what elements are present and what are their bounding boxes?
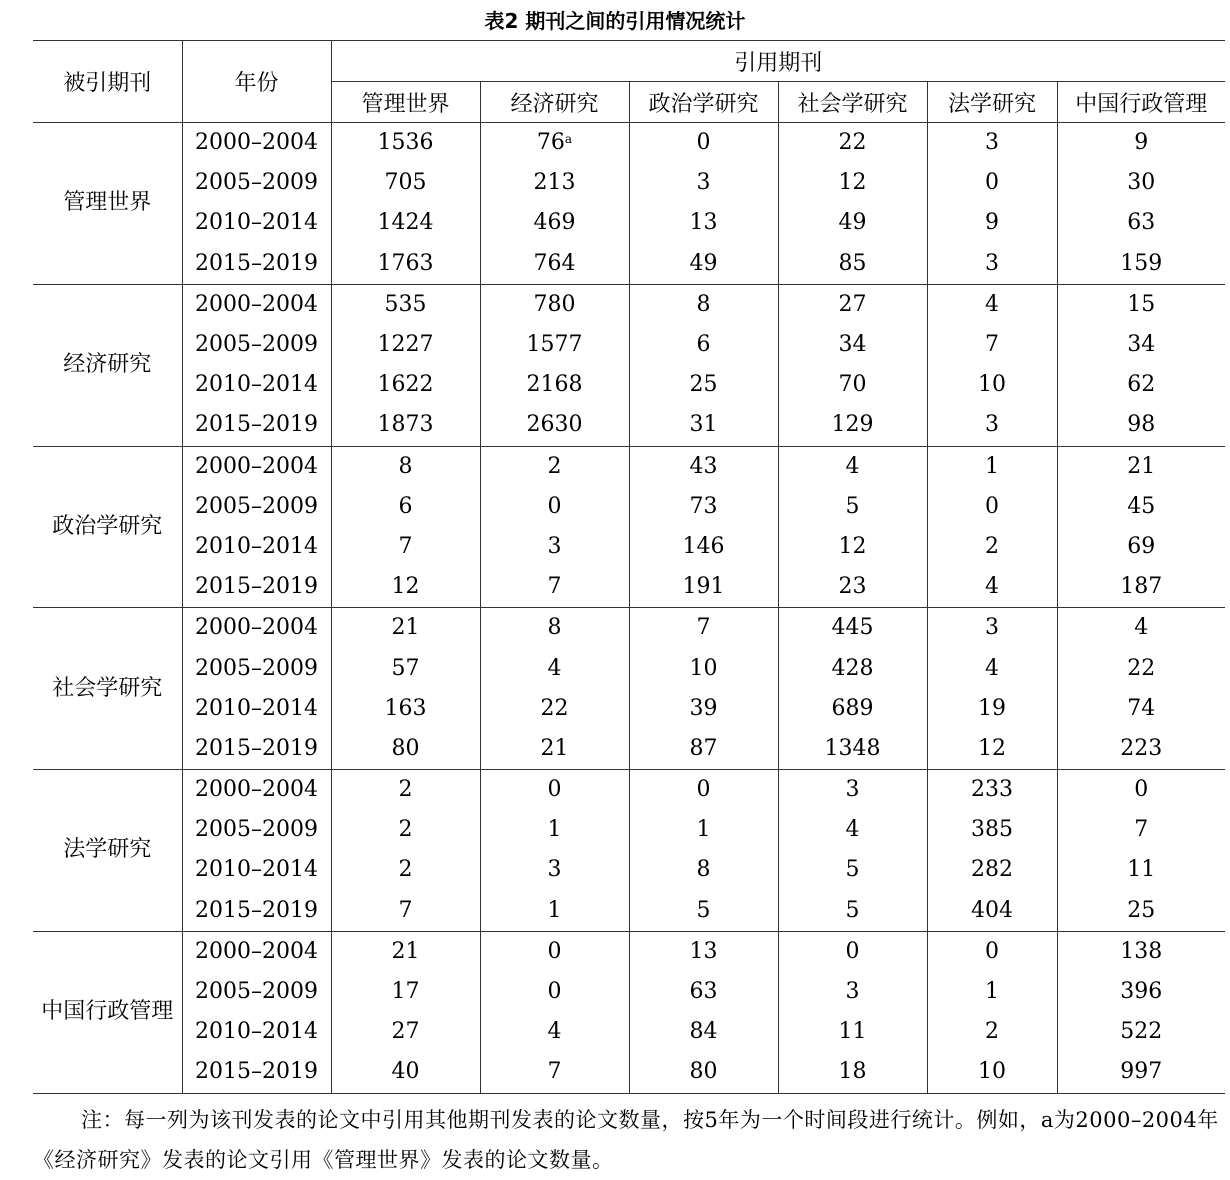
cited-journal-label: 法学研究 bbox=[63, 837, 152, 863]
table-row bbox=[33, 891, 1225, 932]
value-cell: 1873 bbox=[331, 405, 480, 446]
value-cell: 0 bbox=[778, 931, 927, 972]
value-cell: 6 bbox=[629, 325, 778, 365]
value-cell: 689 bbox=[778, 689, 927, 729]
journal-group bbox=[33, 931, 1225, 1093]
value-cell: 18 bbox=[778, 1052, 927, 1093]
value-cell: 282 bbox=[927, 850, 1057, 890]
value-cell: 62 bbox=[1057, 365, 1225, 405]
value-cell: 22 bbox=[480, 689, 629, 729]
value-cell: 13 bbox=[629, 931, 778, 972]
value-cell: 1577 bbox=[480, 325, 629, 365]
value-cell: 187 bbox=[1057, 567, 1225, 608]
value-cell: 0 bbox=[927, 487, 1057, 527]
year-cell: 2005–2009 bbox=[182, 325, 331, 365]
value-cell: 159 bbox=[1057, 244, 1225, 285]
value-cell: 129 bbox=[778, 405, 927, 446]
year-cell: 2000–2004 bbox=[182, 123, 331, 164]
value-cell: 213 bbox=[480, 163, 629, 203]
year-cell: 2000–2004 bbox=[182, 931, 331, 972]
value-cell: 21 bbox=[480, 729, 629, 770]
table-row bbox=[33, 1012, 1225, 1052]
value-cell: 21 bbox=[331, 931, 480, 972]
year-cell: 2010–2014 bbox=[182, 365, 331, 405]
value-cell: 30 bbox=[1057, 163, 1225, 203]
value-cell: 0 bbox=[480, 972, 629, 1012]
value-cell: 2 bbox=[927, 1012, 1057, 1052]
cited-journal-header: 被引期刊 bbox=[63, 71, 152, 96]
value-cell: 7 bbox=[331, 527, 480, 567]
year-cell: 2005–2009 bbox=[182, 163, 331, 203]
value-cell: 21 bbox=[331, 608, 480, 649]
citation-table bbox=[33, 40, 1225, 1094]
year-cell: 2015–2019 bbox=[182, 1052, 331, 1093]
value-cell: 223 bbox=[1057, 729, 1225, 770]
value-cell: 63 bbox=[629, 972, 778, 1012]
value-cell: 4 bbox=[927, 567, 1057, 608]
table-row bbox=[33, 123, 1225, 164]
table-row bbox=[33, 972, 1225, 1012]
table-row bbox=[33, 405, 1225, 446]
value-cell: 0 bbox=[927, 931, 1057, 972]
value-cell: 3 bbox=[629, 163, 778, 203]
table-row bbox=[33, 689, 1225, 729]
value-cell: 3 bbox=[927, 405, 1057, 446]
value-cell: 40 bbox=[331, 1052, 480, 1093]
value-cell: 80 bbox=[331, 729, 480, 770]
value-cell: 31 bbox=[629, 405, 778, 446]
value-cell: 87 bbox=[629, 729, 778, 770]
value-cell: 0 bbox=[629, 770, 778, 811]
value-cell: 15 bbox=[1057, 284, 1225, 325]
value-cell: 12 bbox=[778, 163, 927, 203]
column-header: 管理世界 bbox=[331, 82, 480, 123]
cited-journal-label: 管理世界 bbox=[63, 190, 152, 216]
value-cell: 997 bbox=[1057, 1052, 1225, 1093]
value-cell: 385 bbox=[927, 810, 1057, 850]
value-cell: 1 bbox=[480, 891, 629, 932]
year-header: 年份 bbox=[182, 41, 331, 123]
value-cell: 5 bbox=[778, 891, 927, 932]
value-cell: 22 bbox=[778, 123, 927, 164]
value-cell: 1 bbox=[480, 810, 629, 850]
year-cell: 2010–2014 bbox=[182, 527, 331, 567]
value-cell: 2 bbox=[331, 810, 480, 850]
value-cell: 7 bbox=[480, 1052, 629, 1093]
value-cell: 2 bbox=[480, 446, 629, 487]
cited-journal-name bbox=[33, 284, 182, 446]
cited-journal-name bbox=[33, 608, 182, 770]
value-cell: 57 bbox=[331, 648, 480, 688]
year-cell: 2015–2019 bbox=[182, 567, 331, 608]
column-header: 中国行政管理 bbox=[1057, 82, 1225, 123]
value-cell: 0 bbox=[480, 487, 629, 527]
value-cell: 3 bbox=[778, 972, 927, 1012]
value-cell: 3 bbox=[927, 244, 1057, 285]
value-cell: 10 bbox=[927, 1052, 1057, 1093]
value-cell: 74 bbox=[1057, 689, 1225, 729]
value-cell: 4 bbox=[927, 648, 1057, 688]
value-cell: 2 bbox=[927, 527, 1057, 567]
year-cell: 2015–2019 bbox=[182, 729, 331, 770]
value-cell: 9 bbox=[1057, 123, 1225, 164]
value-cell: 34 bbox=[778, 325, 927, 365]
value-cell: 70 bbox=[778, 365, 927, 405]
column-header: 社会学研究 bbox=[778, 82, 927, 123]
value-cell: 39 bbox=[629, 689, 778, 729]
column-header: 政治学研究 bbox=[629, 82, 778, 123]
year-cell: 2015–2019 bbox=[182, 405, 331, 446]
value-cell: 23 bbox=[778, 567, 927, 608]
value-cell: 1 bbox=[629, 810, 778, 850]
value-cell: 1348 bbox=[778, 729, 927, 770]
journal-group bbox=[33, 123, 1225, 285]
value-cell: 6 bbox=[331, 487, 480, 527]
cited-journal-name bbox=[33, 446, 182, 608]
value-cell: 3 bbox=[778, 770, 927, 811]
table-row bbox=[33, 729, 1225, 770]
value-cell: 3 bbox=[927, 123, 1057, 164]
value-text: 76 bbox=[536, 130, 565, 156]
year-cell: 2000–2004 bbox=[182, 770, 331, 811]
value-cell: 80 bbox=[629, 1052, 778, 1093]
value-cell: 8 bbox=[629, 284, 778, 325]
value-cell: 13 bbox=[629, 203, 778, 243]
value-cell: 7 bbox=[629, 608, 778, 649]
value-cell: 25 bbox=[1057, 891, 1225, 932]
value-cell: 85 bbox=[778, 244, 927, 285]
cited-journal-label: 经济研究 bbox=[63, 352, 152, 378]
value-cell: 11 bbox=[1057, 850, 1225, 890]
year-cell: 2010–2014 bbox=[182, 689, 331, 729]
value-cell: 3 bbox=[927, 608, 1057, 649]
table-row bbox=[33, 567, 1225, 608]
cited-journal-name bbox=[33, 931, 182, 1093]
value-cell: 17 bbox=[331, 972, 480, 1012]
value-cell: 4 bbox=[778, 810, 927, 850]
value-cell: 84 bbox=[629, 1012, 778, 1052]
year-cell: 2005–2009 bbox=[182, 648, 331, 688]
value-cell: 469 bbox=[480, 203, 629, 243]
column-header: 经济研究 bbox=[480, 82, 629, 123]
value-cell: 27 bbox=[331, 1012, 480, 1052]
table-row bbox=[33, 284, 1225, 325]
value-cell: 10 bbox=[629, 648, 778, 688]
year-cell: 2015–2019 bbox=[182, 244, 331, 285]
value-cell: 0 bbox=[1057, 770, 1225, 811]
value-cell: 22 bbox=[1057, 648, 1225, 688]
value-cell: 0 bbox=[480, 931, 629, 972]
footnote-marker: a bbox=[564, 132, 573, 147]
value-cell: 428 bbox=[778, 648, 927, 688]
value-cell: 43 bbox=[629, 446, 778, 487]
value-cell: 1 bbox=[927, 972, 1057, 1012]
table-row bbox=[33, 648, 1225, 688]
value-cell: 1536 bbox=[331, 123, 480, 164]
value-cell: 12 bbox=[778, 527, 927, 567]
value-cell: 10 bbox=[927, 365, 1057, 405]
table-row bbox=[33, 931, 1225, 972]
value-cell: 146 bbox=[629, 527, 778, 567]
value-cell: 233 bbox=[927, 770, 1057, 811]
value-cell: 8 bbox=[629, 850, 778, 890]
value-cell: 49 bbox=[778, 203, 927, 243]
year-cell: 2005–2009 bbox=[182, 487, 331, 527]
value-cell: 780 bbox=[480, 284, 629, 325]
year-cell: 2005–2009 bbox=[182, 810, 331, 850]
journal-group bbox=[33, 446, 1225, 608]
value-cell: 1227 bbox=[331, 325, 480, 365]
value-cell: 63 bbox=[1057, 203, 1225, 243]
value-cell: 7 bbox=[1057, 810, 1225, 850]
value-cell: 1424 bbox=[331, 203, 480, 243]
table-row bbox=[33, 365, 1225, 405]
year-cell: 2015–2019 bbox=[182, 891, 331, 932]
table-caption: 表2 期刊之间的引用情况统计 bbox=[484, 9, 746, 33]
value-cell: 4 bbox=[480, 1012, 629, 1052]
value-cell: 396 bbox=[1057, 972, 1225, 1012]
value-cell: 98 bbox=[1057, 405, 1225, 446]
value-cell: 45 bbox=[1057, 487, 1225, 527]
year-cell: 2000–2004 bbox=[182, 446, 331, 487]
value-cell: 4 bbox=[1057, 608, 1225, 649]
table-row bbox=[33, 325, 1225, 365]
value-cell: 21 bbox=[1057, 446, 1225, 487]
value-cell: 2168 bbox=[480, 365, 629, 405]
value-cell: 7 bbox=[480, 567, 629, 608]
year-cell: 2005–2009 bbox=[182, 972, 331, 1012]
value-cell: 2 bbox=[331, 770, 480, 811]
year-cell: 2010–2014 bbox=[182, 203, 331, 243]
cited-journal-label: 社会学研究 bbox=[52, 675, 163, 701]
value-cell: 163 bbox=[331, 689, 480, 729]
table-row bbox=[33, 446, 1225, 487]
table-row bbox=[33, 608, 1225, 649]
year-cell: 2010–2014 bbox=[182, 1012, 331, 1052]
value-cell: 522 bbox=[1057, 1012, 1225, 1052]
value-cell: 73 bbox=[629, 487, 778, 527]
table-header bbox=[33, 41, 1225, 123]
value-cell: 764 bbox=[480, 244, 629, 285]
value-cell: 5 bbox=[778, 850, 927, 890]
journal-group bbox=[33, 608, 1225, 770]
value-cell: 0 bbox=[927, 163, 1057, 203]
value-cell: 8 bbox=[331, 446, 480, 487]
journal-group bbox=[33, 284, 1225, 446]
cited-journal-name bbox=[33, 123, 182, 285]
value-cell: 5 bbox=[629, 891, 778, 932]
value-cell: 0 bbox=[480, 770, 629, 811]
journal-group bbox=[33, 770, 1225, 932]
value-cell: 445 bbox=[778, 608, 927, 649]
table-row bbox=[33, 810, 1225, 850]
value-cell: 12 bbox=[331, 567, 480, 608]
table-row bbox=[33, 770, 1225, 811]
value-cell: 0 bbox=[629, 123, 778, 164]
value-cell: 138 bbox=[1057, 931, 1225, 972]
value-cell: 705 bbox=[331, 163, 480, 203]
value-cell: 4 bbox=[927, 284, 1057, 325]
citing-journal-header: 引用期刊 bbox=[331, 41, 1225, 82]
year-cell: 2000–2004 bbox=[182, 608, 331, 649]
cited-journal-name bbox=[33, 770, 182, 932]
value-cell: 2 bbox=[331, 850, 480, 890]
value-cell: 34 bbox=[1057, 325, 1225, 365]
table-row bbox=[33, 244, 1225, 285]
value-cell: 4 bbox=[778, 446, 927, 487]
value-cell: 7 bbox=[927, 325, 1057, 365]
value-cell: 3 bbox=[480, 527, 629, 567]
year-cell: 2010–2014 bbox=[182, 850, 331, 890]
table-row bbox=[33, 163, 1225, 203]
value-cell: 8 bbox=[480, 608, 629, 649]
value-cell: 9 bbox=[927, 203, 1057, 243]
value-cell: 2630 bbox=[480, 405, 629, 446]
table-row bbox=[33, 203, 1225, 243]
table-row bbox=[33, 527, 1225, 567]
value-cell: 4 bbox=[480, 648, 629, 688]
value-cell: 11 bbox=[778, 1012, 927, 1052]
cited-journal-label: 政治学研究 bbox=[52, 513, 163, 539]
value-cell: 3 bbox=[480, 850, 629, 890]
table-row bbox=[33, 1052, 1225, 1093]
value-cell: 27 bbox=[778, 284, 927, 325]
value-cell: 1 bbox=[927, 446, 1057, 487]
value-cell: 12 bbox=[927, 729, 1057, 770]
table-row bbox=[33, 850, 1225, 890]
value-cell: 7 bbox=[331, 891, 480, 932]
value-cell bbox=[480, 123, 629, 164]
value-cell: 535 bbox=[331, 284, 480, 325]
column-header: 法学研究 bbox=[927, 82, 1057, 123]
cited-journal-label: 中国行政管理 bbox=[41, 999, 174, 1025]
value-cell: 19 bbox=[927, 689, 1057, 729]
value-cell: 404 bbox=[927, 891, 1057, 932]
value-cell: 49 bbox=[629, 244, 778, 285]
value-cell: 1763 bbox=[331, 244, 480, 285]
year-cell: 2000–2004 bbox=[182, 284, 331, 325]
value-cell: 191 bbox=[629, 567, 778, 608]
table-row bbox=[33, 487, 1225, 527]
value-cell: 1622 bbox=[331, 365, 480, 405]
table-note: 注：每一列为该刊发表的论文中引用其他期刊发表的论文数量，按5年为一个时间段进行统计。例如，a为2000–2004年《经济研究》发表的论文引用《管理世界》发表的论文数量。 bbox=[33, 1108, 1219, 1172]
value-cell: 69 bbox=[1057, 527, 1225, 567]
value-cell: 5 bbox=[778, 487, 927, 527]
value-cell: 25 bbox=[629, 365, 778, 405]
